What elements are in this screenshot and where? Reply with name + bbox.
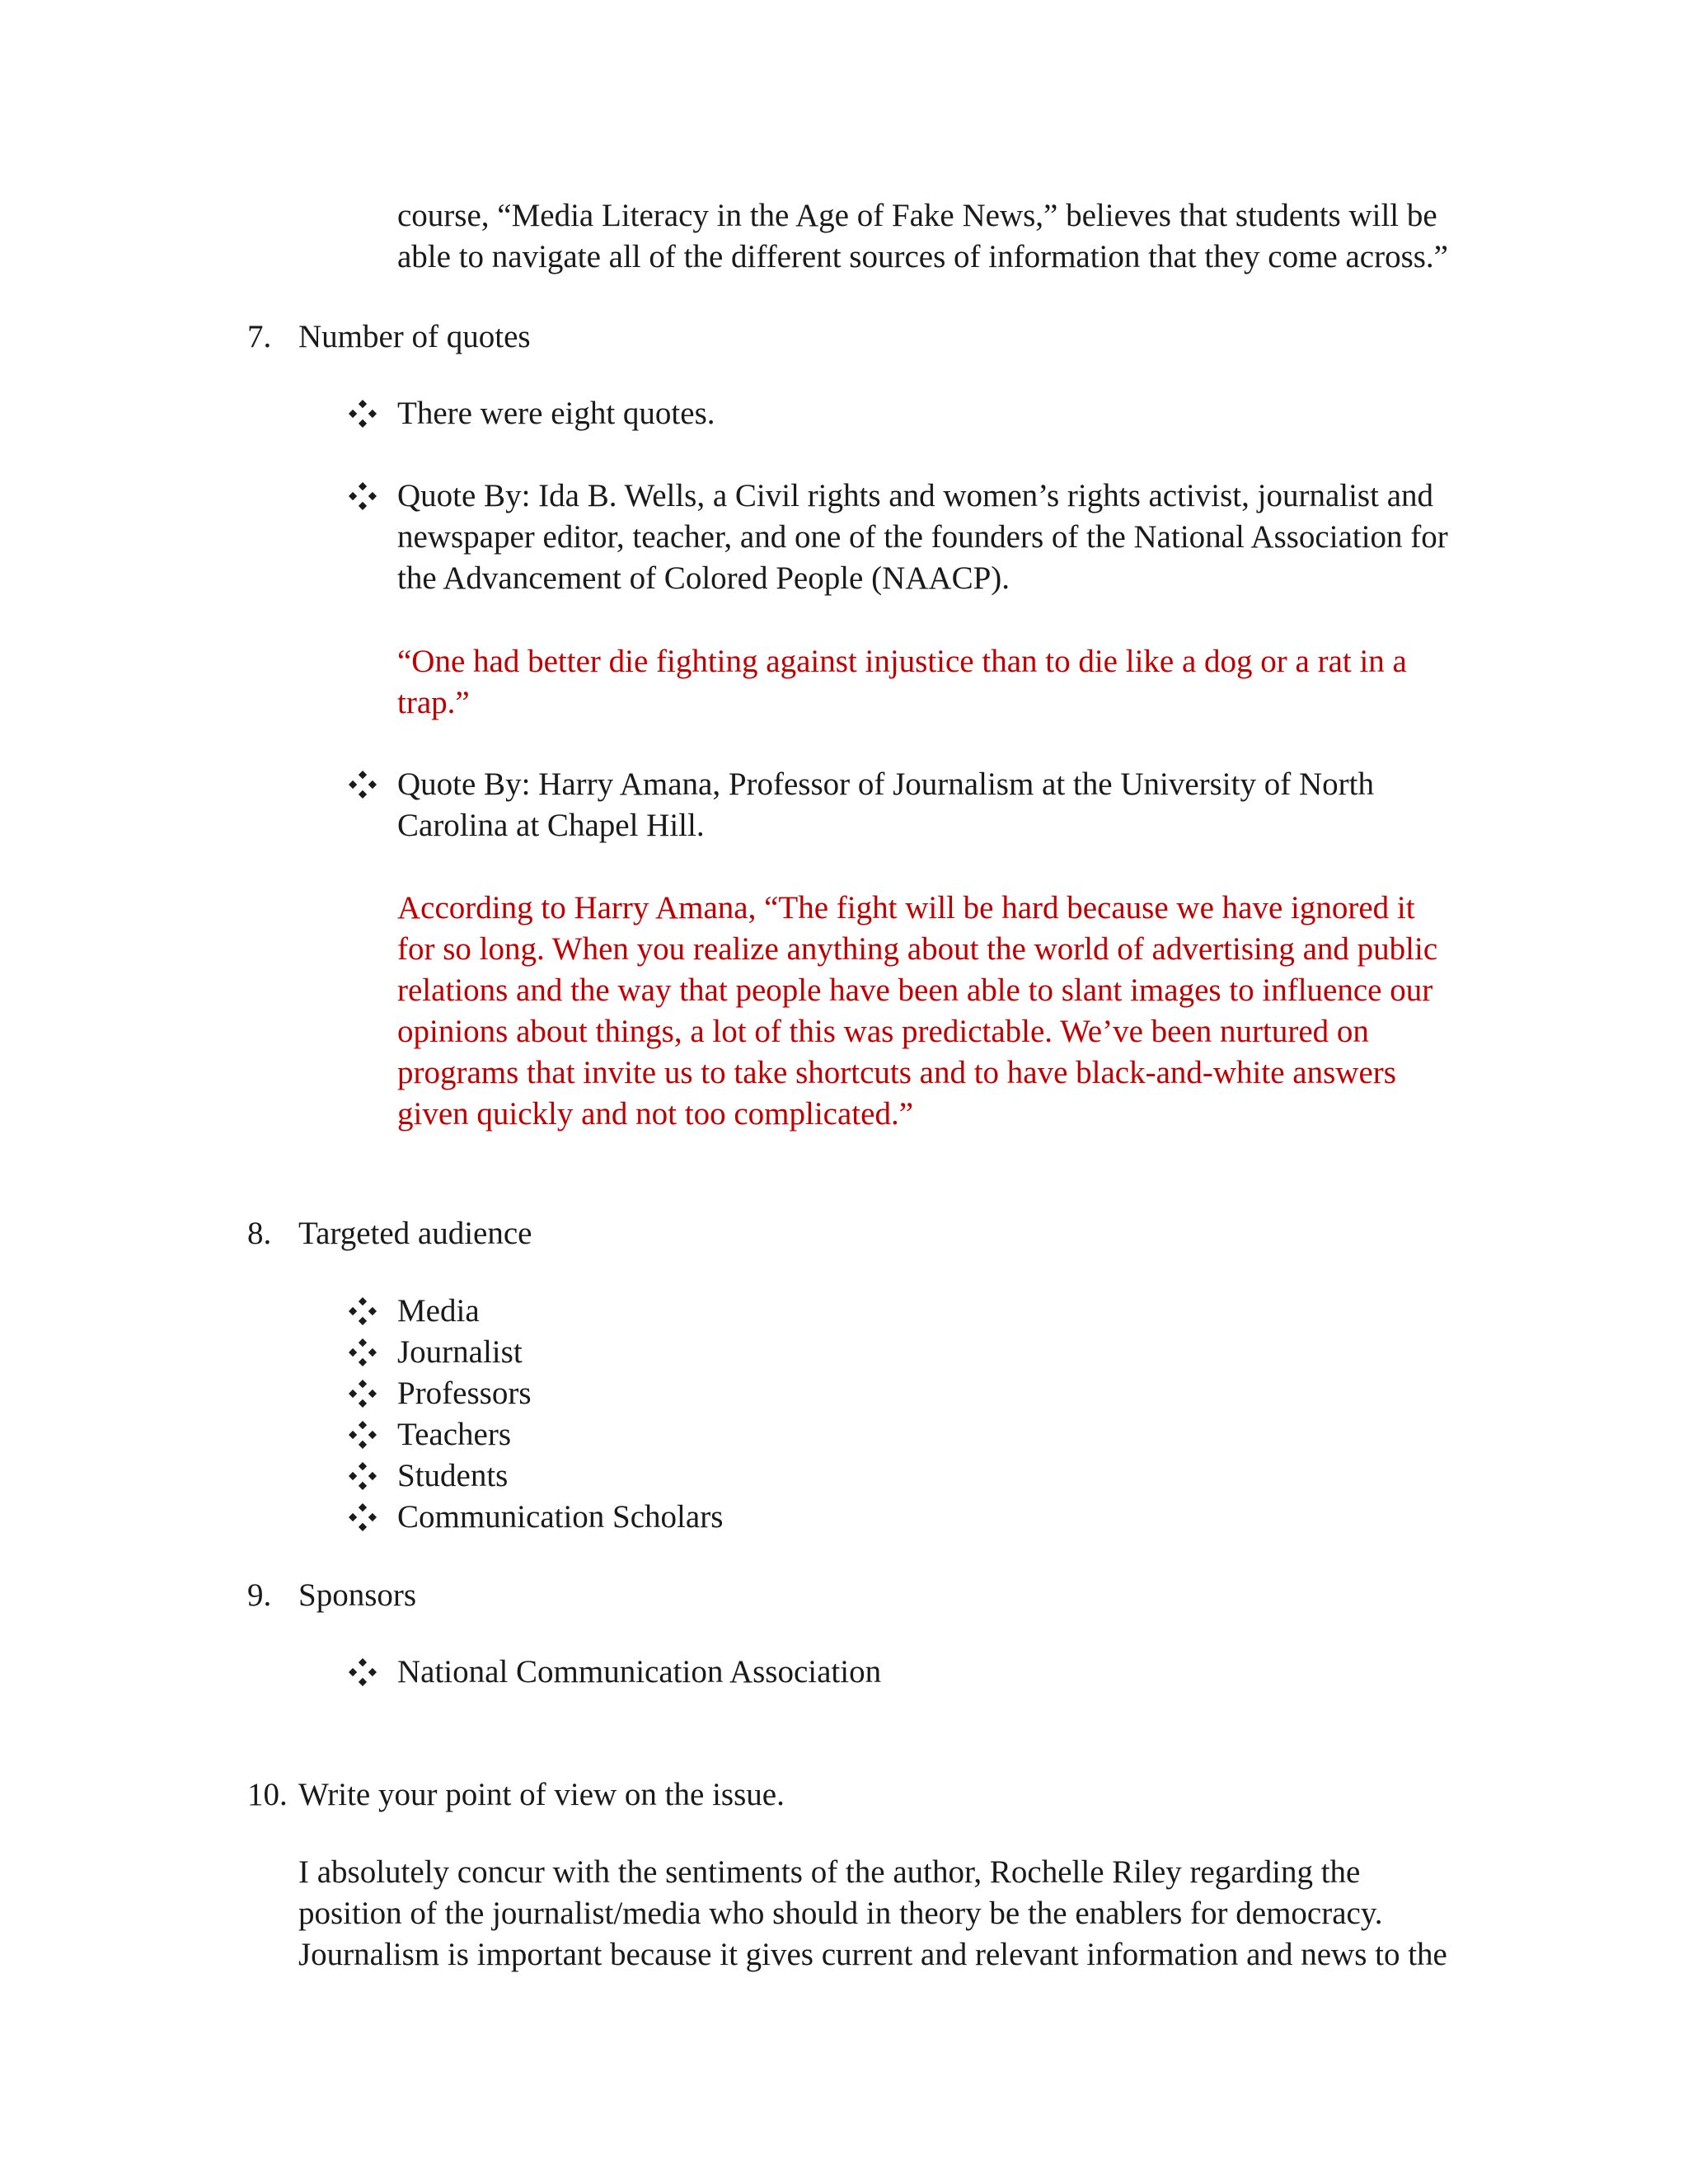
quote-line: for so long. When you realize anything about the world of advertising and public [397, 931, 1438, 967]
four-diamond-bullet-icon [346, 1414, 379, 1455]
audience-item: Media [397, 1293, 480, 1329]
four-diamond-bullet-icon [346, 1455, 379, 1497]
intro-line: course, “Media Literacy in the Age of Fake News,” believes that students will be [397, 198, 1437, 233]
four-diamond-bullet-icon [346, 1291, 379, 1332]
bullet-eight-quotes: There were eight quotes. [397, 396, 715, 431]
audience-item: Journalist [397, 1334, 523, 1370]
four-diamond-bullet-icon [346, 476, 379, 517]
section-7-title: Number of quotes [298, 319, 531, 354]
section-10-title: Write your point of view on the issue. [298, 1777, 785, 1812]
section-8-number: 8. [247, 1216, 272, 1251]
quote-line: given quickly and not too complicated.” [397, 1096, 913, 1132]
paragraph-line: I absolutely concur with the sentiments of the author, Rochelle Riley regarding the [298, 1854, 1361, 1890]
quote-line: programs that invite us to take shortcuts and to have black-and-white answers [397, 1055, 1396, 1090]
bullet-line: the Advancement of Colored People (NAACP). [397, 560, 1010, 596]
quote-line: opinions about things, a lot of this was predictable. We’ve been nurtured on [397, 1014, 1369, 1049]
quote-line: According to Harry Amana, “The fight will be hard because we have ignored it [397, 890, 1415, 926]
audience-item: Communication Scholars [397, 1499, 724, 1535]
sponsor-item: National Communication Association [397, 1654, 882, 1690]
section-9-number: 9. [247, 1577, 272, 1613]
bullet-line: Quote By: Ida B. Wells, a Civil rights and women’s rights activist, journalist and [397, 478, 1434, 513]
bullet-line: newspaper editor, teacher, and one of the founders of the National Association for [397, 519, 1448, 555]
bullet-quote-by-amana [397, 764, 1374, 846]
four-diamond-bullet-icon [346, 1497, 379, 1538]
section-8-title: Targeted audience [298, 1216, 532, 1251]
four-diamond-bullet-icon [346, 764, 379, 805]
bullet-line: Carolina at Chapel Hill. [397, 808, 705, 843]
four-diamond-bullet-icon [346, 1373, 379, 1414]
audience-item: Teachers [397, 1417, 512, 1452]
bullet-line: Quote By: Harry Amana, Professor of Journalism at the University of North [397, 766, 1374, 802]
quote-wells [397, 641, 1407, 724]
quote-line: trap.” [397, 685, 470, 720]
audience-item: Professors [397, 1376, 532, 1411]
four-diamond-bullet-icon [346, 1332, 379, 1373]
intro-line: able to navigate all of the different sources of information that they come across.” [397, 239, 1448, 274]
four-diamond-bullet-icon [346, 1652, 379, 1693]
paragraph-line: position of the journalist/media who should in theory be the enablers for democracy. [298, 1896, 1383, 1931]
section-10-number: 10. [247, 1777, 288, 1812]
paragraph-line: Journalism is important because it gives current and relevant information and news to the [298, 1937, 1447, 1972]
four-diamond-bullet-icon [346, 393, 379, 434]
quote-line: “One had better die fighting against injustice than to die like a dog or a rat in a [397, 644, 1407, 679]
bullet-quote-by-wells [397, 476, 1448, 599]
quote-amana [397, 888, 1437, 1135]
intro-paragraph [397, 195, 1448, 278]
quote-line: relations and the way that people have been able to slant images to influence our [397, 972, 1433, 1008]
point-of-view-paragraph [298, 1852, 1447, 1975]
section-7-number: 7. [247, 319, 272, 354]
section-9-title: Sponsors [298, 1577, 417, 1613]
audience-item: Students [397, 1458, 509, 1493]
